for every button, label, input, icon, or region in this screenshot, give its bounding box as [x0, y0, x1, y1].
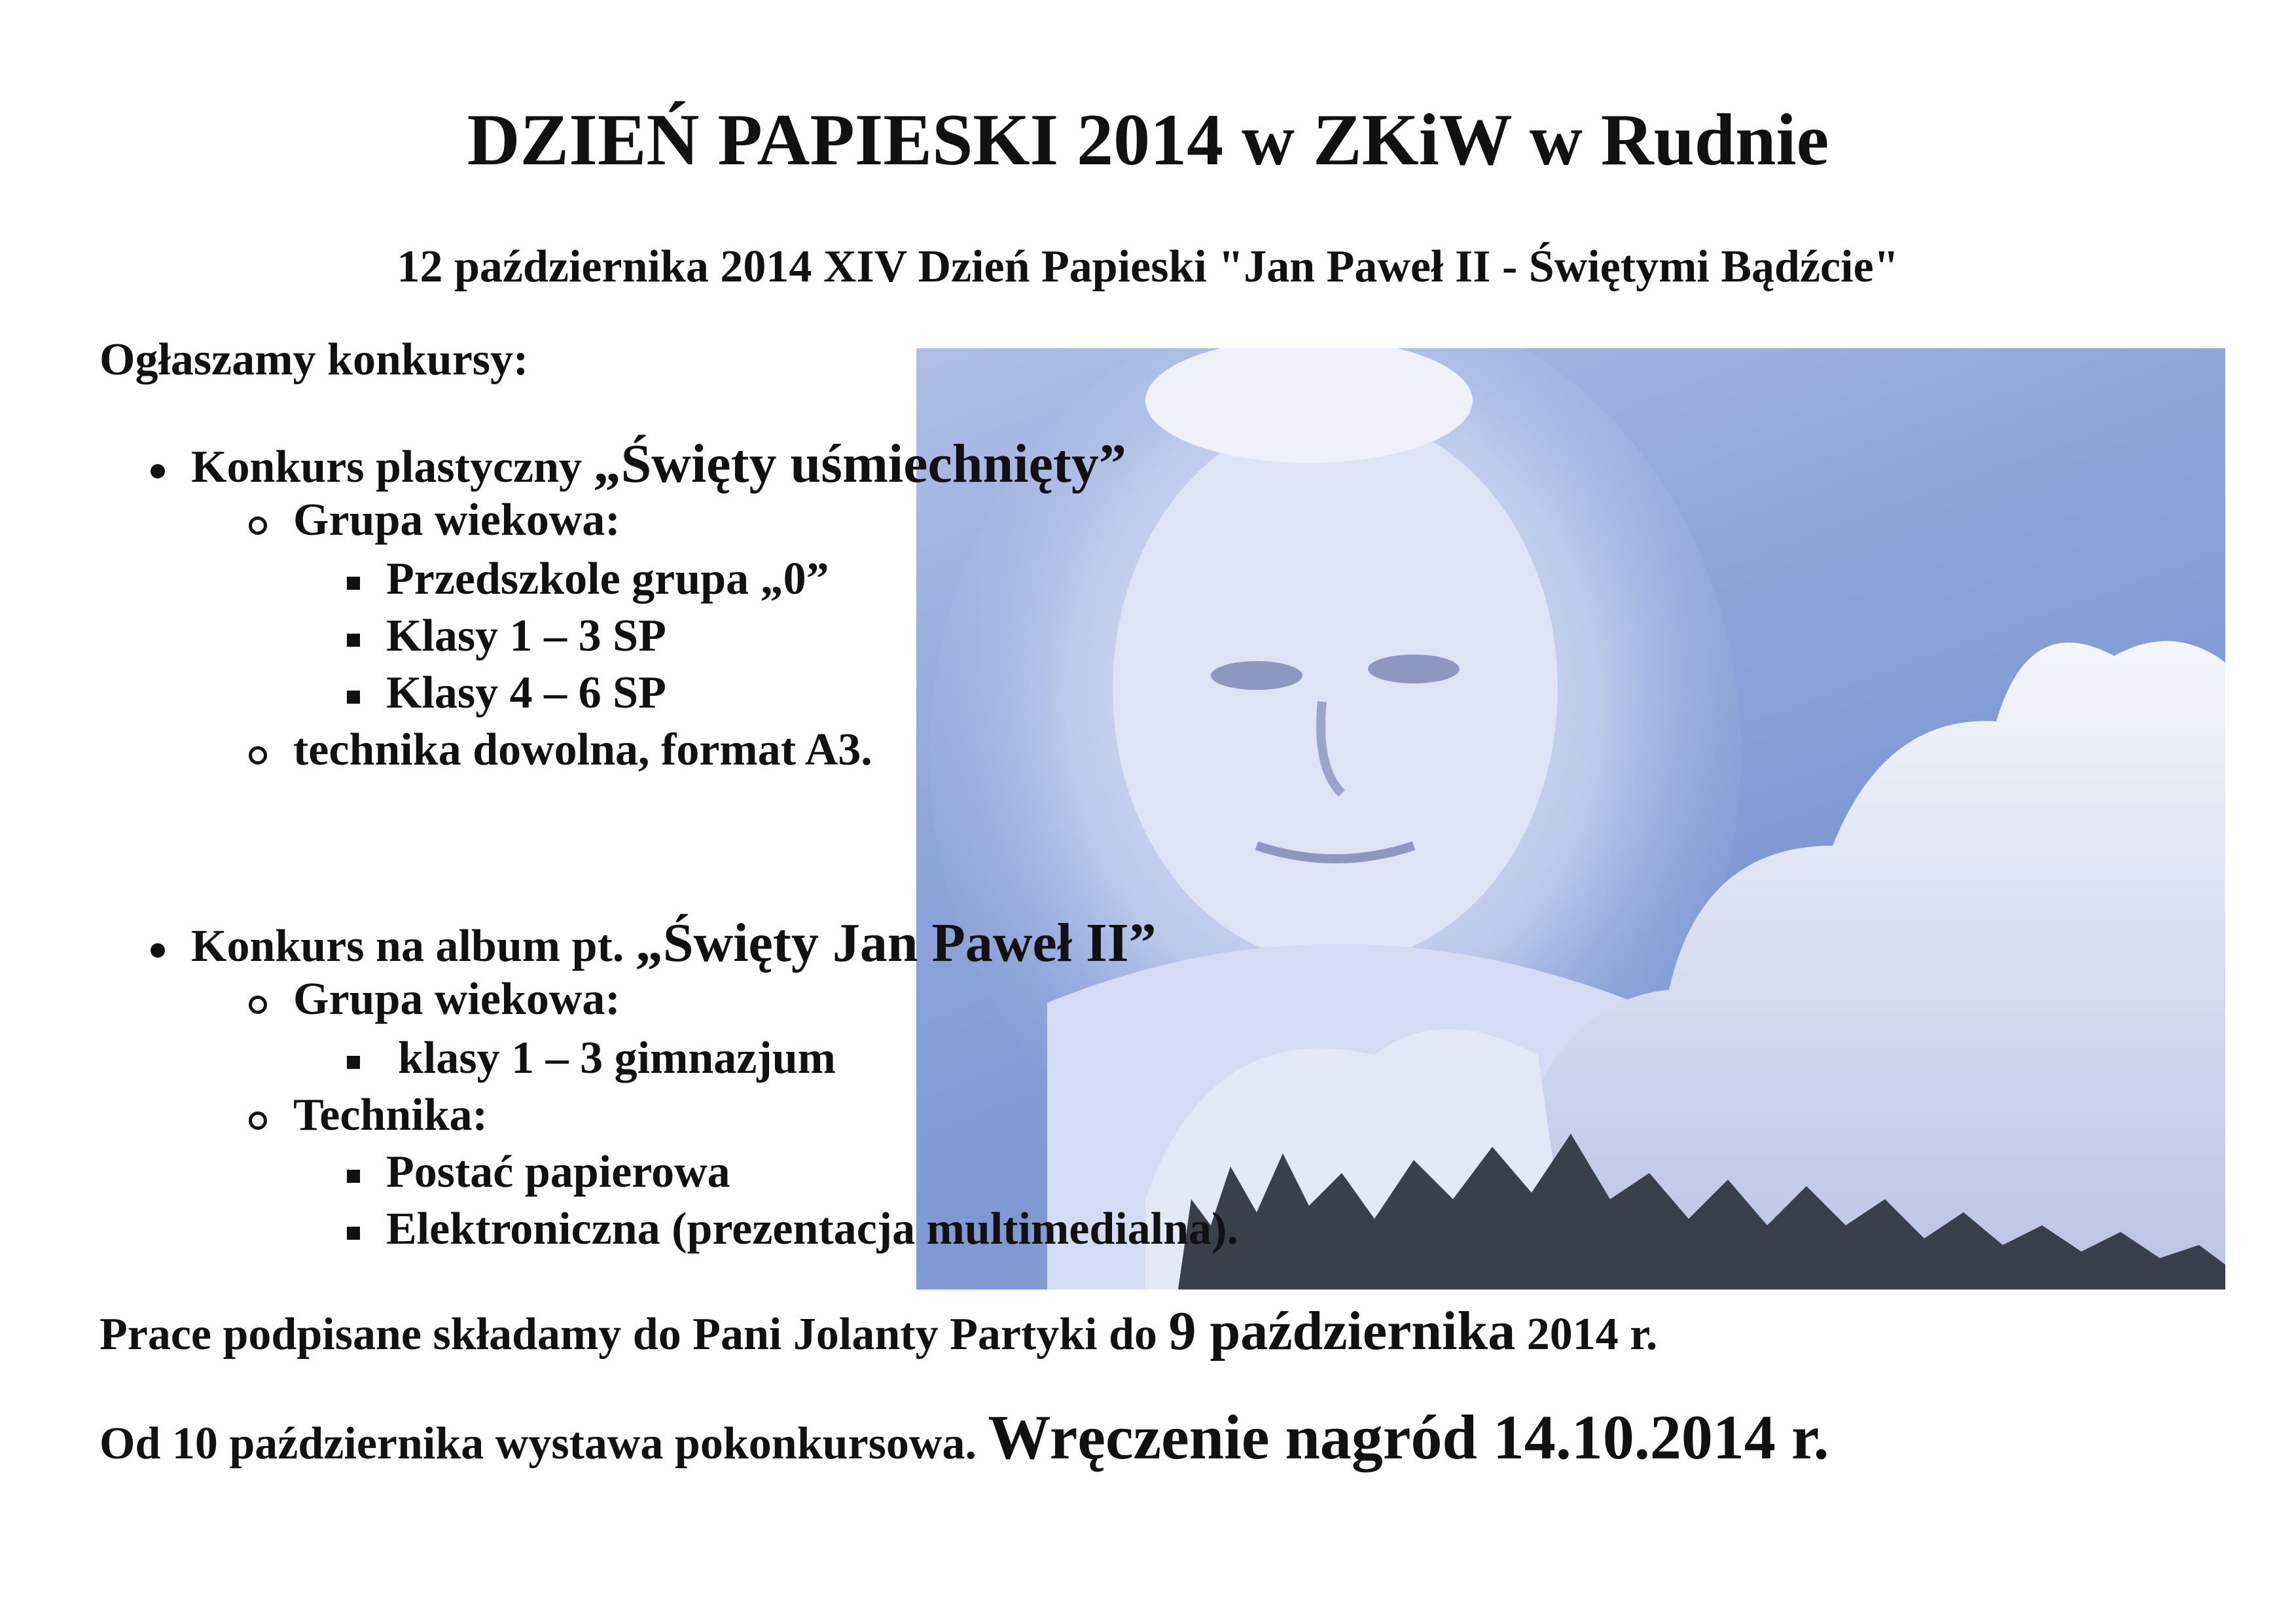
intro-text: Ogłaszamy konkursy:: [99, 334, 529, 385]
footer-submission-year: 2014 r.: [1526, 1309, 1658, 1360]
contest-1-technique: technika dowolna, format A3.: [293, 725, 872, 775]
contest-2-age-group: klasy 1 – 3 gimnazjum: [398, 1033, 836, 1083]
contest-1-age-label: Grupa wiekowa:: [293, 495, 620, 545]
contest-1-age-group: Przedszkole grupa „0”: [386, 554, 829, 604]
contest-1-name: „Święty uśmiechnięty”: [593, 433, 1126, 494]
bullet-circle-icon: [249, 516, 267, 535]
contest-2-technique: Elektroniczna (prezentacja multimedialna).: [386, 1204, 1238, 1254]
footer-exhibition-text: Od 10 października wystawa pokonkursowa.: [99, 1418, 977, 1469]
footer-award-date: Wręczenie nagród 14.10.2014 r.: [988, 1402, 1829, 1472]
page-subtitle: 12 października 2014 XIV Dzień Papieski "Jan Paweł II - Świętymi Bądźcie": [397, 242, 1899, 292]
bullet-square-icon: [347, 691, 360, 704]
bullet-square-icon: [347, 577, 360, 590]
contest-2-technique-label: Technika:: [293, 1090, 488, 1140]
bullet-square-icon: [347, 634, 360, 647]
contest-2-label: Konkurs na album pt.: [191, 921, 624, 971]
contest-1-age-group: Klasy 4 – 6 SP: [386, 668, 666, 718]
contest-1-label: Konkurs plastyczny: [191, 442, 583, 492]
footer-submission: [99, 1299, 1657, 1363]
contest-2-technique: Postać papierowa: [386, 1147, 730, 1197]
footer-submission-text: Prace podpisane składamy do Pani Jolanty Partyki do: [99, 1309, 1158, 1360]
footer-submission-date: 9 października: [1168, 1301, 1516, 1362]
contest-2-name: „Święty Jan Paweł II”: [635, 912, 1157, 973]
contest-2-age-label: Grupa wiekowa:: [293, 974, 620, 1024]
contest-1-age-group: Klasy 1 – 3 SP: [386, 611, 666, 661]
bullet-square-icon: [347, 1056, 360, 1069]
bullet-dot-icon: [151, 464, 165, 478]
bullet-circle-icon: [249, 1111, 267, 1130]
footer-exhibition: [99, 1401, 1829, 1473]
page-title: DZIEŃ PAPIESKI 2014 w ZKiW w Rudnie: [467, 99, 1829, 181]
bullet-square-icon: [347, 1170, 360, 1183]
bullet-circle-icon: [249, 746, 267, 765]
bullet-circle-icon: [249, 996, 267, 1014]
bullet-square-icon: [347, 1227, 360, 1240]
bullet-dot-icon: [151, 943, 165, 958]
